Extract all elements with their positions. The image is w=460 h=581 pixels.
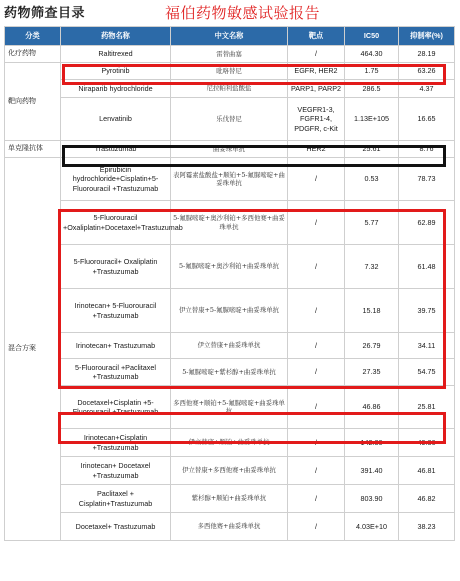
table-row <box>5 386 455 429</box>
chinese-name: 乐伐替尼 <box>171 98 288 141</box>
category-cell: 单克隆抗体 <box>5 141 61 158</box>
target: / <box>288 513 345 541</box>
table-row <box>5 513 455 541</box>
inhibition-rate: 54.75 <box>399 359 455 386</box>
ic50: 1.75 <box>345 63 399 80</box>
chinese-name: 尼拉帕利盐酸盐 <box>171 80 288 98</box>
table-row <box>5 46 455 63</box>
target: / <box>288 245 345 289</box>
table-row <box>5 201 455 245</box>
chinese-name: 伊立替康+顺铂+曲妥珠单抗 <box>171 429 288 457</box>
drug-name: Epirubicin hydrochloride+Cisplatin+5-Fluorouracil +Trastuzumab <box>61 158 171 201</box>
ic50: 4.03E+10 <box>345 513 399 541</box>
chinese-name: 伊立替康+多西他赛+曲妥珠单抗 <box>171 457 288 485</box>
chinese-name: 曲妥珠单抗 <box>171 141 288 158</box>
target: / <box>288 333 345 359</box>
category-cell: 化疗药物 <box>5 46 61 63</box>
drug-name: Pyrotinib <box>61 63 171 80</box>
table-row <box>5 485 455 513</box>
drug-name: Paclitaxel + Cisplatin+Trastuzumab <box>61 485 171 513</box>
ic50: 25.61 <box>345 141 399 158</box>
target: / <box>288 158 345 201</box>
chinese-name: 5-氟脲嘧啶+紫杉醇+曲妥珠单抗 <box>171 359 288 386</box>
target: HER2 <box>288 141 345 158</box>
drug-name: Docetaxel+Cisplatin +5-Fluorouracil +Trastuzumab <box>61 386 171 429</box>
table-row <box>5 429 455 457</box>
ic50: 46.86 <box>345 386 399 429</box>
col-header-chinese-name: 中文名称 <box>171 27 288 46</box>
table-row <box>5 63 455 80</box>
col-header-drug-name: 药物名称 <box>61 27 171 46</box>
table-row <box>5 158 455 201</box>
chinese-name: 紫杉醇+顺铂+曲妥珠单抗 <box>171 485 288 513</box>
inhibition-rate: 62.89 <box>399 201 455 245</box>
drug-name: Docetaxel+ Trastuzumab <box>61 513 171 541</box>
drug-name: Irinotecan+ Docetaxel +Trastuzumab <box>61 457 171 485</box>
ic50: 1.13E+105 <box>345 98 399 141</box>
inhibition-rate: 63.26 <box>399 63 455 80</box>
drug-name: 5-Fluorouracil +Paclitaxel +Trastuzumab <box>61 359 171 386</box>
ic50: 5.77 <box>345 201 399 245</box>
inhibition-rate: 4.37 <box>399 80 455 98</box>
target: / <box>288 201 345 245</box>
chinese-name: 伊立替康+曲妥珠单抗 <box>171 333 288 359</box>
ic50: 7.32 <box>345 245 399 289</box>
table-row <box>5 98 455 141</box>
target: / <box>288 46 345 63</box>
chinese-name: 雷替曲塞 <box>171 46 288 63</box>
ic50: 0.53 <box>345 158 399 201</box>
drug-name: 5-Fluorouracil+ Oxaliplatin +Trastuzumab <box>61 245 171 289</box>
table-row <box>5 289 455 333</box>
target: / <box>288 429 345 457</box>
ic50: 803.90 <box>345 485 399 513</box>
chinese-name: 5-氟脲嘧啶+奥沙利铂+多西他赛+曲妥珠单抗 <box>171 201 288 245</box>
target: / <box>288 457 345 485</box>
ic50: 26.79 <box>345 333 399 359</box>
drug-name: Raltitrexed <box>61 46 171 63</box>
inhibition-rate: 39.75 <box>399 289 455 333</box>
inhibition-rate: 16.65 <box>399 98 455 141</box>
drug-name: Trastuzumab <box>61 141 171 158</box>
chinese-name: 多西他赛+曲妥珠单抗 <box>171 513 288 541</box>
col-header-ic50: IC50 <box>345 27 399 46</box>
inhibition-rate: 78.73 <box>399 158 455 201</box>
inhibition-rate: 8.76 <box>399 141 455 158</box>
inhibition-rate: 46.82 <box>399 485 455 513</box>
inhibition-rate: 38.23 <box>399 513 455 541</box>
drug-screening-table <box>4 26 455 541</box>
ic50: 142.80 <box>345 429 399 457</box>
inhibition-rate: 49.86 <box>399 429 455 457</box>
target: / <box>288 289 345 333</box>
ic50: 464.30 <box>345 46 399 63</box>
report-banner: 福伯药物敏感试验报告 <box>165 5 321 22</box>
drug-name: Lenvatinib <box>61 98 171 141</box>
table-header-row <box>5 27 455 46</box>
target: VEGFR1-3, FGFR1-4, PDGFR, c-Kit <box>288 98 345 141</box>
drug-name: Irinotecan+ 5-Fluorouracil +Trastuzumab <box>61 289 171 333</box>
inhibition-rate: 25.81 <box>399 386 455 429</box>
table-row <box>5 457 455 485</box>
chinese-name: 吡咯替尼 <box>171 63 288 80</box>
category-cell: 靶向药物 <box>5 63 61 141</box>
category-cell: 混合方案 <box>5 158 61 541</box>
drug-name: Irinotecan+Cisplatin +Trastuzumab <box>61 429 171 457</box>
table-row <box>5 359 455 386</box>
target: / <box>288 485 345 513</box>
table-row <box>5 333 455 359</box>
inhibition-rate: 28.19 <box>399 46 455 63</box>
inhibition-rate: 61.48 <box>399 245 455 289</box>
target: / <box>288 359 345 386</box>
col-header-category: 分类 <box>5 27 61 46</box>
target: EGFR, HER2 <box>288 63 345 80</box>
chinese-name: 伊立替康+5-氟脲嘧啶+曲妥珠单抗 <box>171 289 288 333</box>
table-row <box>5 245 455 289</box>
table-row <box>5 141 455 158</box>
drug-name: Irinotecan+ Trastuzumab <box>61 333 171 359</box>
col-header-target: 靶点 <box>288 27 345 46</box>
page-heading: 药物筛查目录 <box>4 5 86 20</box>
inhibition-rate: 46.81 <box>399 457 455 485</box>
ic50: 391.40 <box>345 457 399 485</box>
table-row <box>5 80 455 98</box>
ic50: 15.18 <box>345 289 399 333</box>
target: / <box>288 386 345 429</box>
ic50: 27.35 <box>345 359 399 386</box>
chinese-name: 多西他赛+顺铂+5-氟脲嘧啶+曲妥珠单抗 <box>171 386 288 429</box>
drug-name: Niraparib hydrochloride <box>61 80 171 98</box>
inhibition-rate: 34.11 <box>399 333 455 359</box>
col-header-inhibition: 抑制率(%) <box>399 27 455 46</box>
target: PARP1, PARP2 <box>288 80 345 98</box>
chinese-name: 5-氟脲嘧啶+奥沙利铂+曲妥珠单抗 <box>171 245 288 289</box>
ic50: 286.5 <box>345 80 399 98</box>
chinese-name: 表阿霉素盐酸盐+顺铂+5-氟脲嘧啶+曲妥珠单抗 <box>171 158 288 201</box>
drug-name: 5-Fluorouracil +Oxaliplatin+Docetaxel+Trastuzumab <box>61 201 171 245</box>
